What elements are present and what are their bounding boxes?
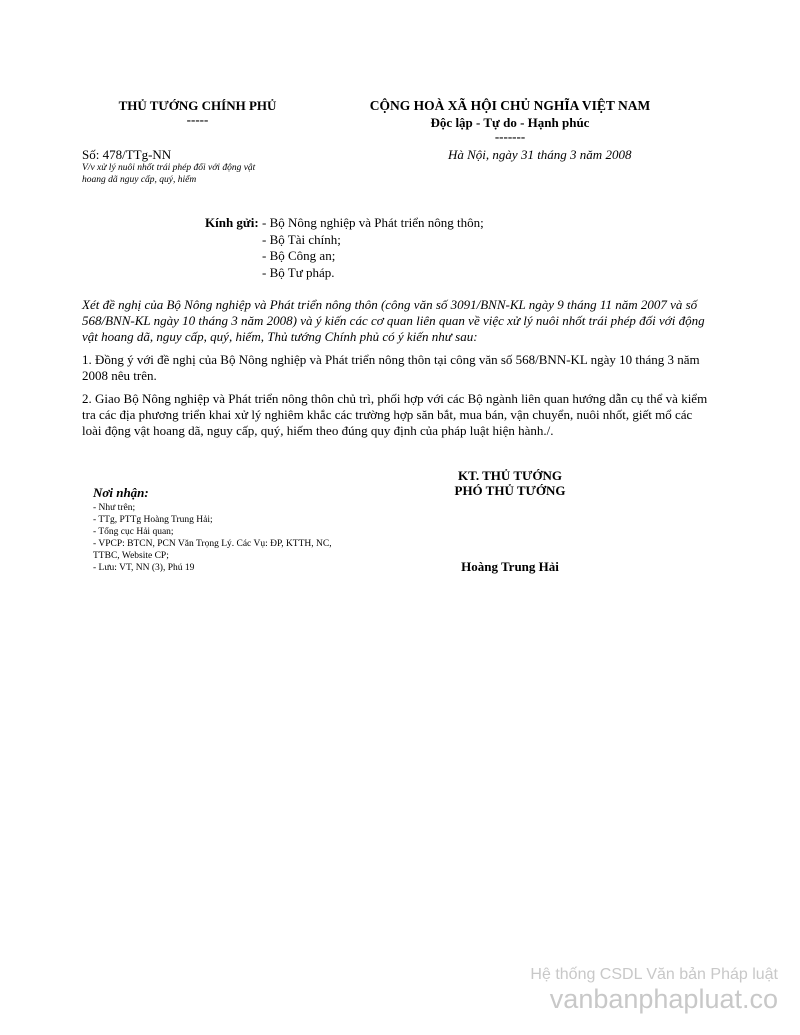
distribution-title: Nơi nhận: [93,485,149,500]
watermark-line: Hệ thống CSDL Văn bản Pháp luật [530,966,778,983]
body-paragraph-2: 2. Giao Bộ Nông nghiệp và Phát triển nông thôn chủ trì, phối hợp với các Bộ ngành liên quan hướng dẫn cụ thể và kiểm tra các địa phương triển khai xử lý nghiêm khắc các trường hợp săn bắt, mua bán, vận chuyển, nuôi nhốt, giết mổ các loài động vật hoang dã, nguy cấp, quý, hiếm theo đúng quy định của pháp luật hiện hành./. [82,391,708,438]
document-body [82,297,712,446]
distribution-item: - Tổng cục Hải quan; [93,527,174,537]
distribution-item: - Lưu: VT, NN (3), Phú 19 [93,563,195,573]
distribution-item: - VPCP: BTCN, PCN Văn Trọng Lý. Các Vụ: ĐP, KTTH, NC, [93,539,332,549]
signer-name: Hoàng Trung Hải [461,559,559,574]
distribution-item: - TTg, PTTg Hoàng Trung Hải; [93,515,213,525]
distribution-items [93,502,393,574]
issuer-divider: ----- [186,112,209,127]
addressee-item: - Bộ Tư pháp. [262,264,335,280]
issuer-name: THỦ TƯỚNG CHÍNH PHỦ [118,98,277,113]
document-subject [82,162,302,186]
addressee-item: - Bộ Nông nghiệp và Phát triển nông thôn; [262,215,484,230]
subject-line: V/v xử lý nuôi nhốt trái phép đối với động vật [82,163,256,173]
watermark [530,966,778,1014]
subject-line: hoang dã nguy cấp, quý, hiếm [82,175,197,185]
issue-date: Hà Nội, ngày 31 tháng 3 năm 2008 [448,147,632,162]
document-number: Số: 478/TTg-NN [82,147,172,162]
body-lead-paragraph: Xét đề nghị của Bộ Nông nghiệp và Phát triển nông thôn (công văn số 3091/BNN-KL ngày 9 tháng 11 năm 2007 và số 568/BNN-KL ngày 10 tháng 3 năm 2008) và ý kiến các cơ quan liên quan về việc xử lý nuôi nhốt trái phép đối với động vật hoang dã, nguy cấp, quý, hiếm, Thủ tướng Chính phủ có ý kiến như sau: [82,297,705,344]
watermark-site: vanbanphapluat.co [549,984,778,1014]
motto-divider: ------- [494,129,526,144]
national-header [320,98,700,143]
distribution-item: - Như trên; [93,503,136,513]
signature-title: KT. THỦ TƯỚNG [458,468,562,483]
addressees [205,215,484,281]
distribution-list [93,485,393,574]
national-motto: Độc lập - Tự do - Hạnh phúc [430,115,590,130]
issuer-header [100,98,295,126]
addressee-item: - Bộ Tài chính; [262,231,341,247]
distribution-item: TTBC, Website CP; [93,551,169,561]
addressee-item: - Bộ Công an; [262,248,336,263]
addressees-list [262,215,484,281]
signature-block [410,468,610,498]
body-paragraph-1: 1. Đồng ý với đề nghị của Bộ Nông nghiệp và Phát triển nông thôn tại công văn số 568/BNN-KL ngày 10 tháng 3 năm 2008 nêu trên. [82,352,700,383]
nation-name: CỘNG HOÀ XÃ HỘI CHỦ NGHĨA VIỆT NAM [369,98,651,113]
signature-position: PHÓ THỦ TƯỚNG [454,483,566,498]
addressees-label: Kính gửi: [205,215,259,230]
